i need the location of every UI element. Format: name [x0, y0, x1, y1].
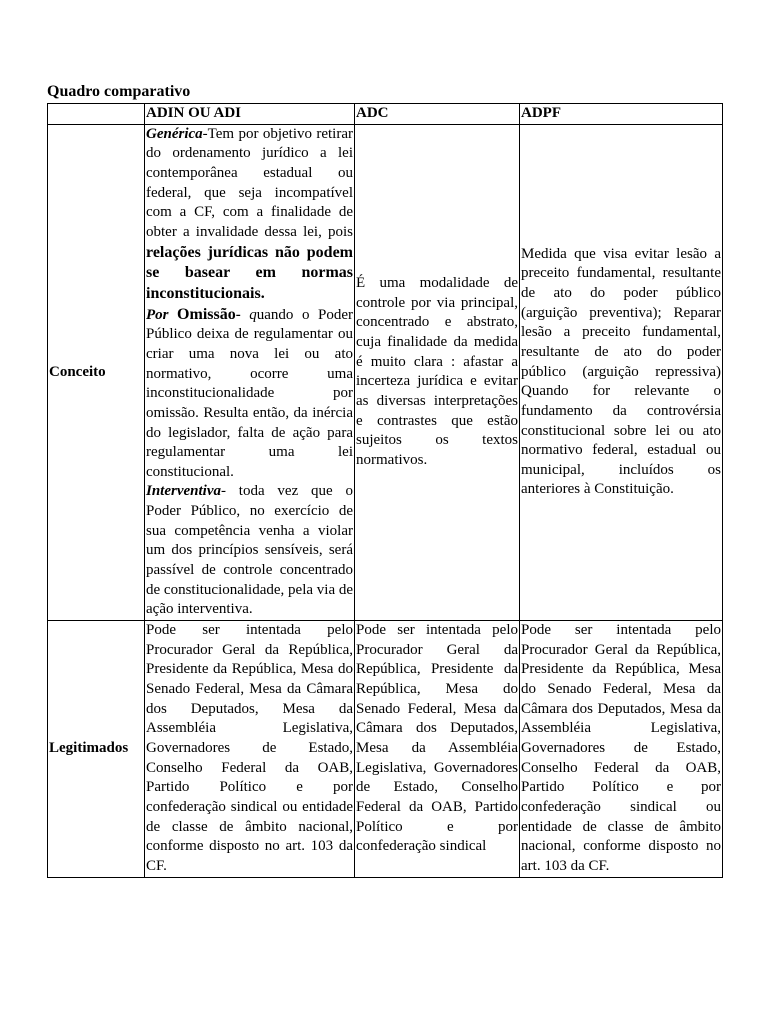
row-label-conceito: Conceito	[48, 124, 145, 620]
conceito-adi-cell	[145, 124, 355, 620]
row-conceito	[48, 124, 723, 620]
interventiva-text: - toda vez que o Poder Público, no exercício de sua competência venha a violar um dos princípios sensíveis, será passível de controle concentrado de constitucionalidade, pela via de ação interventiva.	[146, 483, 354, 618]
row-label-legitimados: Legitimados	[48, 621, 145, 878]
header-row	[48, 104, 723, 125]
row-legitimados	[48, 621, 723, 878]
legitimados-adpf-cell: Pode ser intentada pelo Procurador Geral da República, Presidente da República, Mesa do Senado Federal, Mesa da Câmara dos Deputados, Mesa da Assembléia Legislativa, Governadores de Estado, Conselho Federal da OAB, Partido Político e por confederação sindical ou entidade de classe de âmbito nacional, conforme disposto no art. 103 da CF.	[520, 621, 723, 878]
generica-emphasis: relações jurídicas não podem se basear em normas inconstitucionais.	[146, 243, 353, 302]
conceito-adpf-cell: Medida que visa evitar lesão a preceito fundamental, resultante de ato do poder público (arguição preventiva); Reparar lesão a preceito fundamental, resultante de ato do poder público (arguição repressiva) Quando for relevante o fundamento da controvérsia constitucional sobre lei ou ato normativo federal, estadual ou municipal, incluídos os anteriores à Constituição.	[520, 124, 723, 620]
header-empty-cell	[48, 104, 145, 125]
legitimados-adi-cell: Pode ser intentada pelo Procurador Geral da República, Presidente da República, Mesa do Senado Federal, Mesa da Câmara dos Deputados, Mesa da Assembléia Legislativa, Governadores de Estado, Conselho Federal da OAB, Partido Político e por confederação sindical ou entidade de classe de âmbito nacional, conforme disposto no art. 103 da CF.	[145, 621, 355, 878]
omissao-text: uando o Poder Público deixa de regulamentar ou criar uma nova lei ou ato normativo, ocorre uma inconstitucionalidade por omissão. Resulta então, da inércia do legislador, falta de ação para regulamentar uma lei constitucional.	[146, 306, 354, 480]
generica-text: -Tem por objetivo retirar do ordenamento jurídico a lei contemporânea estadual ou federal, que seja incompatível com a CF, com a finalidade de obter a invalidade dessa lei, pois	[146, 125, 353, 240]
legitimados-adc-cell: Pode ser intentada pelo Procurador Geral da República, Presidente da República, Mesa do Senado Federal, Mesa da Câmara dos Deputados, Mesa da Assembléia Legislativa, Governadores de Estado, Conselho Federal da OAB, Partido Político e por confederação sindical	[355, 621, 520, 878]
omissao-q: q	[249, 306, 257, 323]
header-adi: ADIN OU ADI	[145, 104, 355, 125]
omissao-por: Por	[146, 306, 169, 323]
interventiva-term: Interventiva	[146, 483, 221, 500]
comparison-table	[47, 103, 723, 878]
omissao-term: Omissão	[177, 305, 236, 323]
header-adc: ADC	[355, 104, 520, 125]
generica-term: Genérica	[146, 125, 203, 142]
header-adpf: ADPF	[520, 104, 723, 125]
omissao-dash: -	[235, 306, 241, 323]
conceito-adc-cell: É uma modalidade de controle por via principal, concentrado e abstrato, cuja finalidade da medida é muito clara : afastar a incerteza jurídica e evitar as diversas interpretações e contrastes que estão sujeitos os textos normativos.	[355, 124, 520, 620]
page-title: Quadro comparativo	[47, 83, 191, 100]
